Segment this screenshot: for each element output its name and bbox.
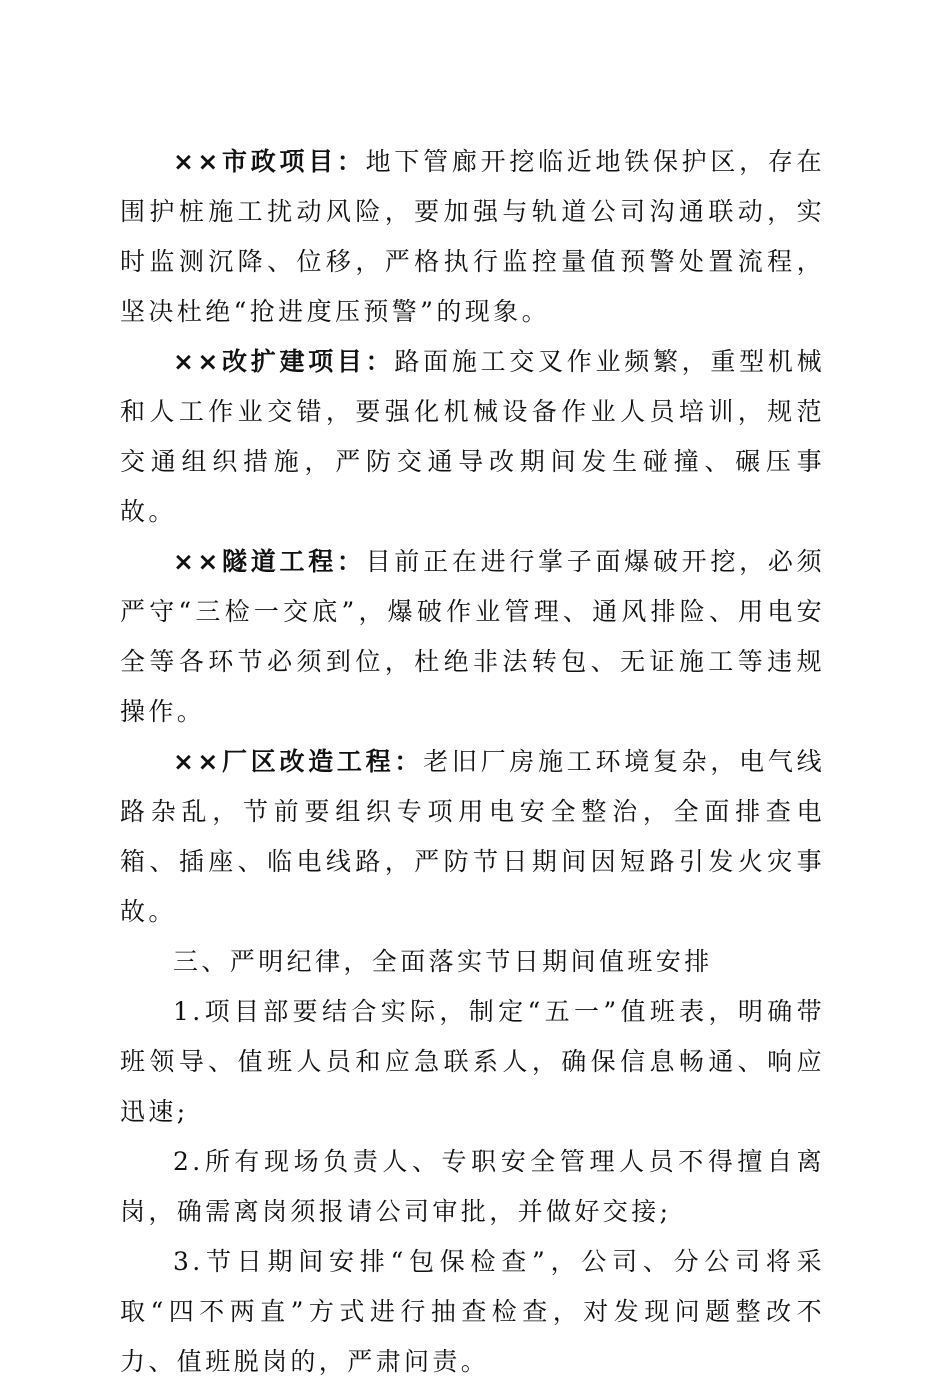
paragraph-lead: ××市政项目： [173, 147, 366, 176]
list-item-inspection: 3.节日期间安排“包保检查”，公司、分公司将采取“四不两直”方式进行抽查检查，对发现问题整改不力、值班脱岗的，严肃问责。 [120, 1247, 825, 1376]
document-body [120, 137, 825, 1387]
paragraph-expansion-project [120, 337, 825, 537]
paragraph-text: 路面施工交叉作业频繁，重型机械和人工作业交错，要强化机械设备作业人员培训，规范交通组织措施，严防交通导改期间发生碰撞、碾压事故。 [120, 347, 825, 526]
paragraph-lead: ××改扩建项目： [173, 347, 395, 376]
section-heading: 三、严明纪律，全面落实节日期间值班安排 [173, 947, 713, 976]
paragraph-tunnel-project [120, 537, 825, 737]
paragraph-text: 地下管廊开挖临近地铁保护区，存在围护桩施工扰动风险，要加强与轨道公司沟通联动，实时监测沉降、位移，严格执行监控量值预警处置流程，坚决杜绝“抢进度压预警”的现象。 [120, 147, 825, 326]
list-item-no-leave: 2.所有现场负责人、专职安全管理人员不得擅自离岗，确需离岗须报请公司审批，并做好交接; [120, 1147, 825, 1226]
paragraph-text: 老旧厂房施工环境复杂，电气线路杂乱，节前要组织专项用电安全整治，全面排查电箱、插座、临电线路，严防节日期间因短路引发火灾事故。 [120, 747, 825, 926]
paragraph-factory-project [120, 737, 825, 937]
paragraph-text: 目前正在进行掌子面爆破开挖，必须严守“三检一交底”，爆破作业管理、通风排险、用电安全等各环节必须到位，杜绝非法转包、无证施工等违规操作。 [120, 547, 825, 726]
paragraph-municipal-project [120, 137, 825, 337]
list-item-duty-roster: 1.项目部要结合实际，制定“五一”值班表，明确带班领导、值班人员和应急联系人，确保信息畅通、响应迅速; [120, 997, 825, 1126]
paragraph-lead: ××隧道工程： [173, 547, 366, 576]
paragraph-lead: ××厂区改造工程： [173, 747, 424, 776]
